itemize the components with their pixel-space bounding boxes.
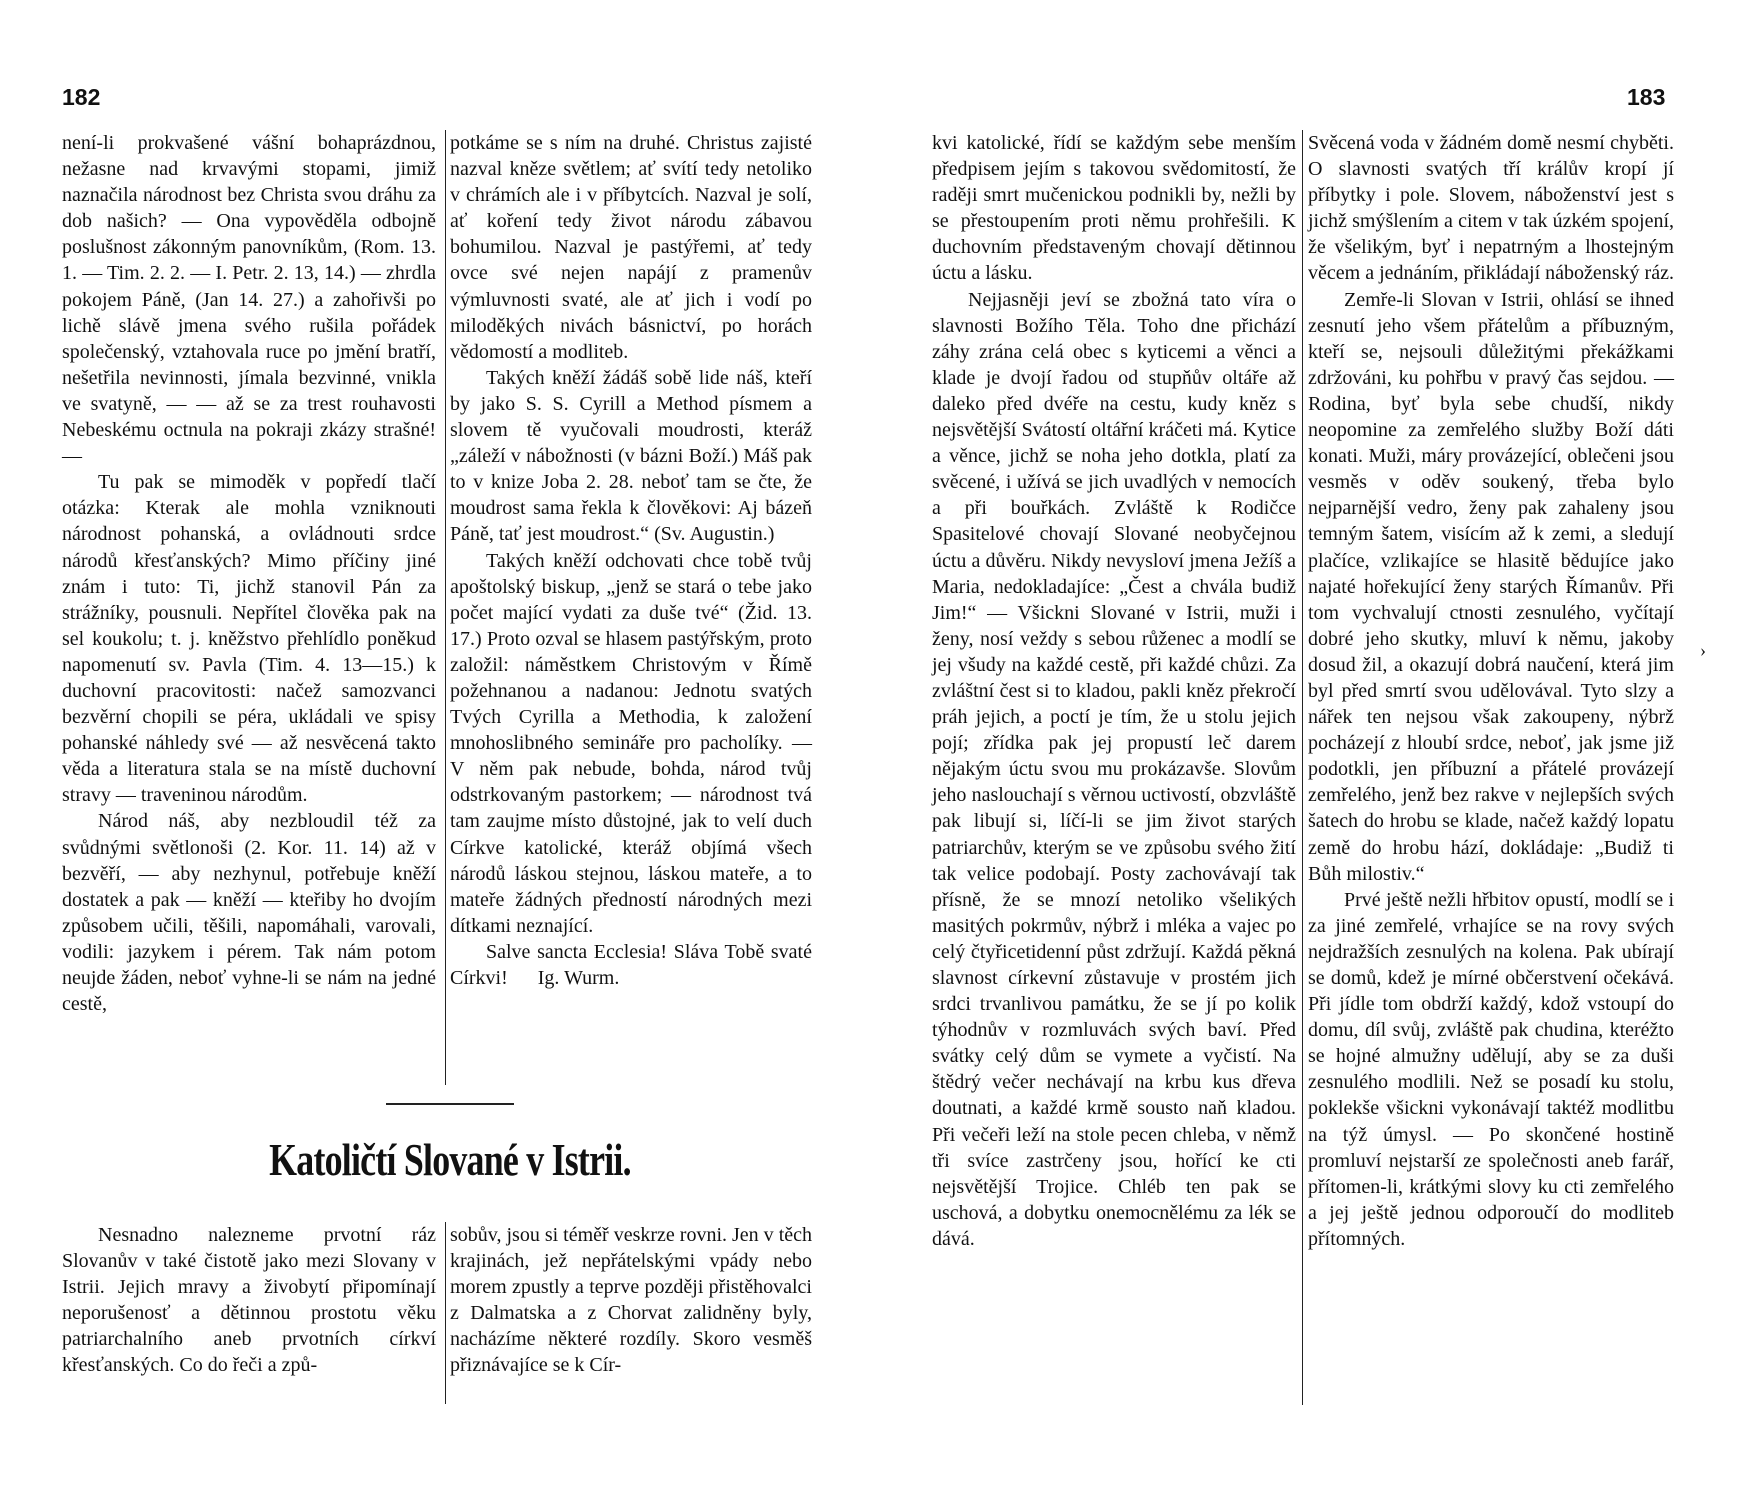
paragraph: sobův, jsou si téměř veskrze rovni. Jen v těch krajinách, jež nepřátelskými vpády nebo morem zpustly a teprve později přistěhovalci z Dalmatska a z Chorvat zalidněny byly, nacházíme některé rozdíly. Skoro vesměš přiznávajíce se k Cír- <box>450 1224 817 1377</box>
left-page-column-3 <box>62 1222 441 1410</box>
right-page-number: 183 <box>1627 84 1666 110</box>
paragraph: Nejjasněji jeví se zbožná tato víra o slavnosti Božího Těla. Toho dne přichází záhy zrána celá obec s kyticemi a věnci a klade je dvojí řadou od stupňův oltáře až daleko před dvéře na cestu, kudy kněz s nejsvětější Svátostí oltářní kráčeti má. Kytice a věnce, jichž se noha jeho dotkla, platí za svěcené, i užívá se jich uvadlých v nemocích a při bouřkách. Zvláště k Rodičce Spasitelové chovají Slované neobyčejnou úctu a důvěru. Nikdy nevysloví jmena Ježíš a Maria, nedokladajíce: „Čest a chvála budiž Jim!“ — Všickni Slované v Istrii, muži i ženy, nosí veždy s sebou růženec a modlí se jej všudy na každé cestě, při každé chůzi. Za zvláštní čest si to kladou, pakli kněz překročí práh jejich, a poctí je tím, že u stolu jejich pojí; zřídka pak jej propustí leč darem nějakým úctu svou mu prokázavše. Slovům jeho naslouchají s věrnou uctivostí, obzvláště pak libují si, líčí-li se jim život starých patriarchův, kterým se ve způsobu svého žití tak velice podobají. Posty zachovávají tak přísně, že se mnozí netoliko všelikých masitých pokrmův, nýbrž i mléka a vajec po celý čtyřicetidenní půst zdržují. Každá pěkná slavnost církevní zůstavuje v prostém jich srdci trvanlivou památku, že se jí po kolik týhodnův v rozmluvách svých baví. Před svátky celý dům se vymete a vyčistí. Na štědrý večer nechávají na krbu kus dřeva doutnati, a každé krmě sousto naň kladou. Při večeři leží na stole pecen chleba, v němž tři svíce zastrčeny jsou, hořící ke cti nejsvětější Trojice. Chléb ten pak se uschová, a dobytku onemocnělému za lék se dává. <box>932 288 1301 1250</box>
left-page-column-4 <box>450 1222 817 1410</box>
right-column-divider <box>1302 130 1303 1405</box>
paragraph: Svěcená voda v žádném domě nesmí chyběti. O slavnosti svatých tří králův kropí jí příbytky i pole. Slovem, náboženství jest s jichž smýšlením a citem v tak úzkém spojení, že všelikým, byť i nepatrným a lhostejným věcem a jednáním, přikládají náboženský ráz. <box>1308 132 1679 285</box>
left-page-column-2 <box>450 130 817 1095</box>
left-lower-column-divider <box>445 1222 446 1404</box>
paragraph: Takých kněží odchovati chce tobě tvůj apoštolský biskup, „jenž se stará o tebe jako počet mající vydati za duše tvé“ (Žid. 13. 17.) Proto ozval se hlasem pastýřským, proto založil: náměstkem Christovým v Římě požehnanou a nadanou: Jednotu svatých Tvých Cyrilla a Methodia, k založení mnohoslibného semináře pro pacholíky. — V něm pak nebude, bohda, národ tvůj odstrkovaným pastorkem; — národnost tvá tam zaujme místo důstojné, jak to velí duch Církve katolické, kteráž objímá všech národů láskou stejnou, láskou mateře, a to mateře žádných předností národných mezi dítkami neznající. <box>450 549 817 937</box>
paragraph: Národ náš, aby nezbloudil též za svůdnými světlonoši (2. Kor. 11. 14) až v bezvěří, — aby nezhynul, potřebuje kněží dostatek a pak — kněží — kteřiby ho dvojím způsobem učili, těšili, napomáhali, varovali, vodili: jazykem i pérem. Tak nám potom neujde žáden, neboť vyhne-li se nám na jedné cestě, <box>62 810 441 1016</box>
paragraph: Prvé ještě nežli hřbitov opustí, modlí se i za jiné zemřelé, vrhajíce se na rovy svých nejdražších zesnulých na kolena. Pak ubírají se domů, kdež je mírné občerstvení očekává. Při jídle tom obdrží každý, kdož vstoupí do domu, díl svůj, zvláště pak chudina, kteréžto se hojné almužny udělují, aby se za duši zesnulého modlili. Než se posadí ku stolu, poklekše všickni vykonávají taktéž modlitbu na týž úmysl. — Po skončené hostině promluví nejstarší ze společnosti aneb farář, přítomen-li, krátkými slovy ku cti zemřelého a jej ještě jednou odporoučí do modliteb přítomných. <box>1308 888 1679 1250</box>
section-separator-rule <box>386 1103 514 1105</box>
right-page-column-1 <box>932 130 1301 1410</box>
right-page-column-2 <box>1308 130 1679 1410</box>
paragraph: potkáme se s ním na druhé. Christus zajisté nazval kněze světlem; ať svítí tedy netoliko v chrámích ale i v příbytcích. Nazval je solí, ať koření tedy život národu zábavou bohumilou. Nazval je pastýřemi, ať tedy ovce své nejen napájí z pramenův výmluvnosti svaté, ale ať jich i vodí po miloděkých nivách básnictví, po horách vědomostí a modliteb. <box>450 132 817 363</box>
paragraph: Salve sancta Ecclesia! Sláva Tobě svaté Církvi! Ig. Wurm. <box>450 940 817 989</box>
paragraph: kvi katolické, řídí se každým sebe menším předpisem jejím s takovou svědomitostí, že raději smrt mučenickou podnikli by, nežli by se přestoupením proti němu prohřešili. K duchovním představeným chovají dětinnou úctu a lásku. <box>932 132 1301 285</box>
paragraph: Nesnadno nalezneme prvotní ráz Slovanův v také čistotě jako mezi Slovany v Istrii. Jejich mravy a živobytí připomínají neporušenosť a dětinnou prostotu věku patriarchalního aneb prvotních církví křesťanských. Co do řeči a způ- <box>62 1224 441 1377</box>
paragraph: Takých kněží žádáš sobě lide náš, kteří by jako S. S. Cyrill a Method písmem a slovem tě vyučovali moudrosti, kteráž „záleží v nábožnosti (v bázni Boží.) Máš pak to v knize Joba 2. 28. neboť tam se čte, že moudrost sama řekla k člověkovi: Aj bázeň Páně, tať jest moudrost.“ (Sv. Augustin.) <box>450 366 817 546</box>
paragraph: není-li prokvašené vášní bohaprázdnou, nežasne nad krvavými stopami, jimiž naznačila národnost bez Christa svou dráhu za dob našich? — Ona vypověděla odbojně poslušnost zákonným panovníkům, (Rom. 13. 1. — Tim. 2. 2. — I. Petr. 2. 13, 14.) — zhrdla pokojem Páně, (Jan 14. 27.) a zahořivši po lichě slávě jmena svého rušila pořádek společenský, vztahovala ruce po jmění bratří, nešetřila nevinnosti, jímala bezvinné, vnikla ve svatyně, — — až se za trest rouhavosti Nebeskému octnula na pokraji zkázy strašné! — <box>62 132 441 468</box>
paragraph: Zemře-li Slovan v Istrii, ohlásí se ihned zesnutí jeho všem přátelům a příbuzným, kteří se, nejsouli důležitými překážkami zdržováni, ku pohřbu v pravý čas sejdou. — Rodina, byť byla sebe chudší, nikdy neopomine za zemřelého služby Boží dáti konati. Muži, máry provázející, oblečeni jsou vesměs v oděv soukený, třeba bylo nejparnější vedro, ženy pak zahaleny jsou temným šatem, visícím až k zemi, a sledují plačíce, vzlikajíce se hlasitě bědujíce jako najaté hořekující ženy starých Římanův. Při tom vychvalují ctnosti zesnulého, vyčítají dobré jeho skutky, mluví k němu, jakoby dosud žil, a okazují dobrá naučení, která jim byl před smrtí svou udělovával. Tyto slzy a nářek ten nejsou však zakoupeny, nýbrž pocházejí z hloubí srdce, neboť, jak jsme již podotkli, jen příbuzní a přátelé provázejí zemřelého, jenž bez rakve v nejlepších svých šatech do hrobu se klade, načež každý lopatu země do hrobu hází, dokládaje: „Budiž ti Bůh milostiv.“ <box>1308 288 1679 885</box>
left-column-divider <box>445 130 446 1085</box>
margin-mark: › <box>1700 640 1706 660</box>
left-page-number: 182 <box>62 84 101 110</box>
article-title: Katoličtí Slované v Istrii. <box>269 1134 631 1185</box>
paragraph: Tu pak se mimoděk v popředí tlačí otázka: Kterak ale mohla vzniknouti národnost pohanská, a ovládnouti srdce národů křesťanských? Mimo příčiny jiné znám i tuto: Ti, jichž stanovil Pán za strážníky, pousnuli. Nepřítel člověka pak na sel koukolu; t. j. kněžstvo přehlídlo poněkud napomenutí sv. Pavla (Tim. 4. 13—15.) k duchovní pracovitosti: načež samozvanci bezvěrní chopili se péra, ukládali ve spisy pohanské náhledy své — až nesvěcená takto věda a literatura stala se na místě duchovní stravy — traveninou národům. <box>62 471 441 807</box>
left-page-column-1 <box>62 130 441 1095</box>
